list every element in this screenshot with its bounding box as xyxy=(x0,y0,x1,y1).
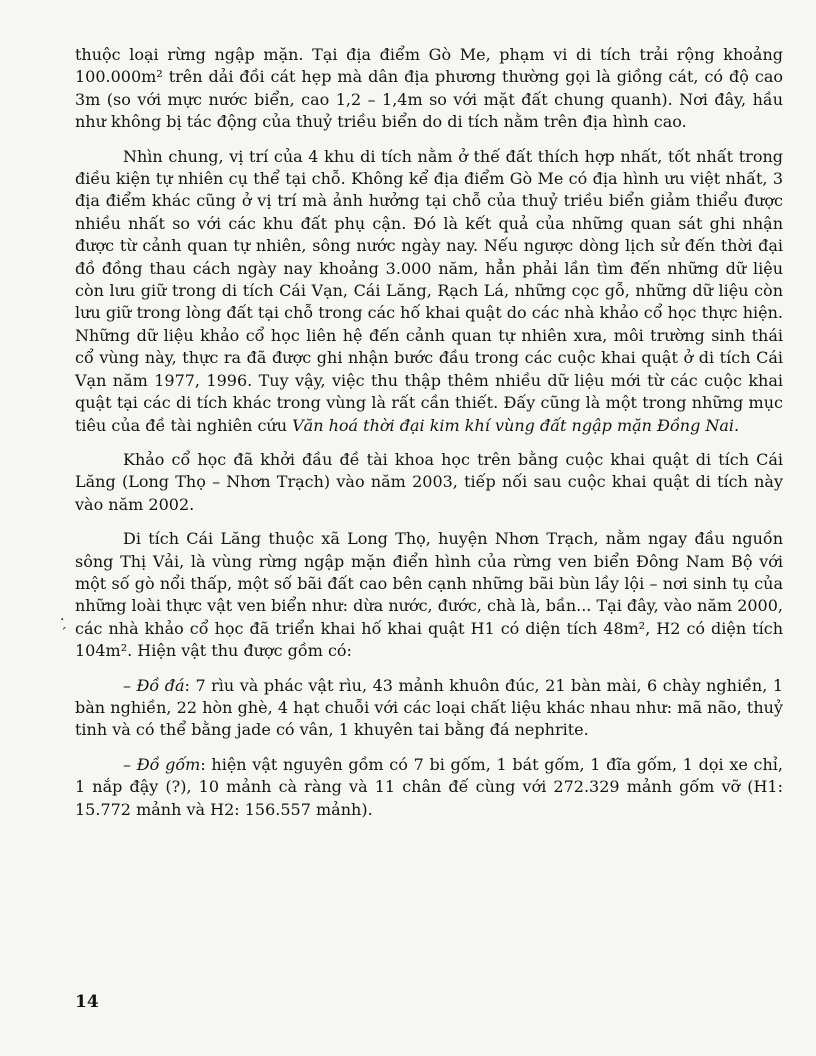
paragraph-2-italic-title: Văn hoá thời đại kim khí vùng đất ngập mặn Đồng Nai xyxy=(292,415,735,435)
page-body xyxy=(75,44,783,833)
paragraph-6-text: : hiện vật nguyên gồm có 7 bi gốm, 1 bát gốm, 1 đĩa gốm, 1 dọi xe chỉ, 1 nắp đậy (?), 10 mảnh cà ràng và 11 chân đế cùng với 272.329 mảnh gốm vỡ (H1: 15.772 mảnh và H2: 156.557 mảnh). xyxy=(75,754,784,819)
page-number: 14 xyxy=(75,992,99,1012)
paragraph-3-text: Khảo cổ học đã khởi đầu đề tài khoa học trên bằng cuộc khai quật di tích Cái Lăng (Long Thọ – Nhơn Trạch) vào năm 2003, tiếp nối sau cuộc khai quật di tích này vào năm 2002. xyxy=(75,449,783,514)
paragraph-6-lead: – Đồ gốm xyxy=(123,754,201,774)
paragraph-1 xyxy=(75,44,783,134)
paragraph-4 xyxy=(75,528,783,662)
paragraph-2 xyxy=(75,146,783,437)
paragraph-5 xyxy=(75,675,783,742)
paragraph-1-text: thuộc loại rừng ngập mặn. Tại địa điểm Gò Me, phạm vi di tích trải rộng khoảng 100.000m² trên dải đồi cát hẹp mà dân địa phương thường gọi là giồng cát, có độ cao 3m (so với mực nước biển, cao 1,2 – 1,4m so với mặt đất chung quanh). Nơi đây, hầu như không bị tác động của thuỷ triều biển do di tích nằm trên địa hình cao. xyxy=(75,45,783,132)
paragraph-3 xyxy=(75,449,783,516)
paragraph-2-tail: . xyxy=(734,415,740,435)
paragraph-6 xyxy=(75,754,783,821)
paragraph-5-lead: – Đồ đá xyxy=(123,675,185,695)
margin-tick-mark: ˊ xyxy=(60,626,67,642)
margin-dot-mark: . xyxy=(60,608,65,624)
paragraph-5-text: : 7 rìu và phác vật rìu, 43 mảnh khuôn đúc, 21 bàn mài, 6 chày nghiền, 1 bàn nghiền, 22 hòn ghè, 4 hạt chuỗi với các loại chất liệu khác nhau như: mã não, thuỷ tinh và có thể bằng jade có vân, 1 khuyên tai bằng đá nephrite. xyxy=(75,675,784,740)
paragraph-4-text: Di tích Cái Lăng thuộc xã Long Thọ, huyện Nhơn Trạch, nằm ngay đầu nguồn sông Thị Vải, là vùng rừng ngập mặn điển hình của rừng ven biển Đông Nam Bộ với một số gò nổi thấp, một số bãi đất cao bên cạnh những bãi bùn lầy lội – nơi sinh tụ của những loài thực vật ven biển như: dừa nước, đước, chà là, bần... Tại đây, vào năm 2000, các nhà khảo cổ học đã triển khai hố khai quật H1 có diện tích 48m², H2 có diện tích 104m². Hiện vật thu được gồm có: xyxy=(75,529,783,661)
paragraph-2-text: Nhìn chung, vị trí của 4 khu di tích nằm ở thế đất thích hợp nhất, tốt nhất trong điều kiện tự nhiên cụ thể tại chỗ. Không kể địa điểm Gò Me có địa hình ưu việt nhất, 3 địa điểm khác cũng ở vị trí mà ảnh hưởng tại chỗ của thuỷ triều biển giảm thiểu được nhiều nhất so với các khu đất phụ cận. Đó là kết quả của những quan sát ghi nhận được từ cảnh quan tự nhiên, sông nước ngày nay. Nếu ngược dòng lịch sử đến thời đại đồ đồng thau cách ngày nay khoảng 3.000 năm, hẳn phải lần tìm đến những dữ liệu còn lưu giữ trong di tích Cái Vạn, Cái Lăng, Rạch Lá, những cọc gỗ, những dữ liệu còn lưu giữ trong lòng đất tại chỗ trong các hố khai quật do các nhà khảo cổ học thực hiện. Những dữ liệu khảo cổ học liên hệ đến cảnh quan tự nhiên xưa, môi trường sinh thái cổ vùng này, thực ra đã được ghi nhận bước đầu trong các cuộc khai quật ở di tích Cái Vạn năm 1977, 1996. Tuy vậy, việc thu thập thêm nhiều dữ liệu mới từ các cuộc khai quật tại các di tích khác trong vùng là rất cần thiết. Đấy cũng là một trong những mục tiêu của đề tài nghiên cứu xyxy=(75,146,783,435)
